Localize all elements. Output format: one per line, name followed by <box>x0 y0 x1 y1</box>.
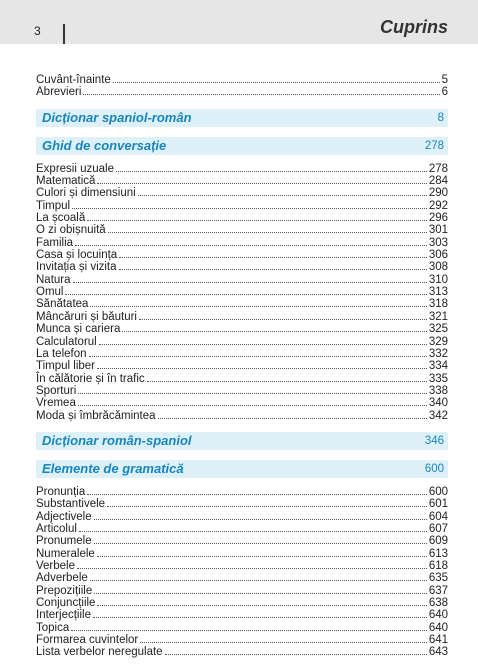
section-heading[interactable] <box>36 137 448 155</box>
section-heading[interactable] <box>36 432 448 450</box>
toc-entry-page: 613 <box>428 547 448 560</box>
toc-entry[interactable] <box>36 74 448 86</box>
toc-entry-page: 640 <box>428 609 448 622</box>
toc-entry-page: 340 <box>428 397 448 410</box>
toc-entry-page: 284 <box>428 175 448 188</box>
toc-entry-page: 313 <box>428 286 448 299</box>
dot-leader <box>65 294 426 295</box>
dot-leader <box>78 405 427 406</box>
dot-leader <box>139 319 427 320</box>
toc-entry-page: 278 <box>428 162 448 175</box>
dot-leader <box>93 617 427 618</box>
dot-leader <box>79 531 427 532</box>
dot-leader <box>97 605 426 606</box>
dot-leader <box>94 593 427 594</box>
toc-entry-label: Articolul <box>36 522 77 535</box>
toc-entry[interactable] <box>36 548 448 560</box>
toc-entry-label: În călătorie și în trafic <box>36 372 145 385</box>
toc-entry[interactable] <box>36 298 448 310</box>
toc-entry-label: Lista verbelor neregulate <box>36 646 163 659</box>
toc-entry-label: Interjecțiile <box>36 609 91 622</box>
toc-entry-page: 640 <box>428 621 448 634</box>
page-number: 3 <box>34 24 41 38</box>
toc-entry-label: Munca și cariera <box>36 323 121 336</box>
toc-entry[interactable] <box>36 622 448 634</box>
toc-entry-label: Abrevieri <box>36 86 82 99</box>
toc-entry[interactable] <box>36 237 448 249</box>
table-of-contents <box>36 74 448 659</box>
toc-entry[interactable] <box>36 523 448 535</box>
toc-entry-page: 338 <box>428 384 448 397</box>
toc-entry[interactable] <box>36 224 448 236</box>
toc-entry-page: 303 <box>428 236 448 249</box>
toc-entry[interactable] <box>36 86 448 98</box>
dot-leader <box>78 393 427 394</box>
toc-entry-label: Calculatorul <box>36 335 97 348</box>
toc-entry-page: 325 <box>428 323 448 336</box>
toc-entry[interactable] <box>36 163 448 175</box>
toc-entry[interactable] <box>36 274 448 286</box>
toc-entry-label: Culori și dimensiuni <box>36 187 136 200</box>
toc-entry[interactable] <box>36 360 448 372</box>
toc-entry-label: Substantivele <box>36 498 106 511</box>
toc-entry[interactable] <box>36 609 448 621</box>
toc-entry-label: Timpul liber <box>36 360 96 373</box>
dot-leader <box>138 195 427 196</box>
toc-entry-label: Prepozițiile <box>36 584 93 597</box>
dot-leader <box>87 220 427 221</box>
toc-entry-page: 335 <box>428 372 448 385</box>
toc-entry-page: 618 <box>428 559 448 572</box>
toc-entry[interactable] <box>36 572 448 584</box>
toc-entry-page: 329 <box>428 335 448 348</box>
toc-entry-page: 641 <box>428 634 448 647</box>
dot-leader <box>119 257 427 258</box>
dot-leader <box>147 381 427 382</box>
toc-entry[interactable] <box>36 535 448 547</box>
toc-entry-label: Moda și îmbrăcămintea <box>36 409 156 422</box>
toc-entry[interactable] <box>36 498 448 510</box>
toc-entry[interactable] <box>36 187 448 199</box>
toc-entry-label: Expresii uzuale <box>36 162 114 175</box>
spacer <box>36 450 448 460</box>
toc-entry[interactable] <box>36 646 448 658</box>
toc-entry-label: Formarea cuvintelor <box>36 634 139 647</box>
dot-leader <box>73 282 427 283</box>
toc-entry-page: 318 <box>428 298 448 311</box>
toc-entry-page: 609 <box>428 535 448 548</box>
toc-entry-page: 635 <box>428 572 448 585</box>
toc-entry-page: 342 <box>428 409 448 422</box>
toc-entry-label: Adjectivele <box>36 510 92 523</box>
dot-leader <box>97 368 427 369</box>
toc-entry-page: 334 <box>428 360 448 373</box>
toc-entry[interactable] <box>36 212 448 224</box>
dot-leader <box>94 543 427 544</box>
toc-entry[interactable] <box>36 323 448 335</box>
toc-entry-label: Vremea <box>36 397 76 410</box>
toc-entry-label: Topica <box>36 621 70 634</box>
page-title: Cuprins <box>379 17 448 37</box>
toc-entry[interactable] <box>36 585 448 597</box>
toc-entry-page: 310 <box>428 273 448 286</box>
toc-entry-label: Timpul <box>36 199 71 212</box>
dot-leader <box>77 568 427 569</box>
dot-leader <box>158 418 427 419</box>
dot-leader <box>94 519 427 520</box>
toc-entry-page: 290 <box>428 187 448 200</box>
toc-entry[interactable] <box>36 486 448 498</box>
toc-entry[interactable] <box>36 200 448 212</box>
dot-leader <box>83 94 439 95</box>
dot-leader <box>116 171 427 172</box>
section-heading[interactable] <box>36 109 448 127</box>
toc-entry-page: 643 <box>428 646 448 659</box>
page-header <box>0 0 478 44</box>
dot-leader <box>165 654 427 655</box>
dot-leader <box>107 506 427 507</box>
section-title: Dicționar spaniol-român <box>42 110 192 126</box>
toc-entry-page: 6 <box>441 86 448 99</box>
dot-leader <box>97 556 427 557</box>
header-divider <box>63 24 65 44</box>
toc-entry-page: 332 <box>428 347 448 360</box>
spacer <box>36 478 448 486</box>
toc-entry-page: 296 <box>428 212 448 225</box>
toc-entry-label: Numeralele <box>36 547 95 560</box>
toc-entry-label: O zi obișnuită <box>36 224 106 237</box>
toc-entry[interactable] <box>36 311 448 323</box>
spacer <box>36 127 448 137</box>
spacer <box>36 155 448 163</box>
dot-leader <box>75 245 427 246</box>
toc-entry[interactable] <box>36 249 448 261</box>
toc-entry-label: Pronumele <box>36 535 92 548</box>
toc-entry-label: Pronunția <box>36 485 86 498</box>
toc-entry-label: Casa și locuința <box>36 249 118 262</box>
dot-leader <box>72 208 427 209</box>
toc-entry-label: Invitația și vizita <box>36 261 117 274</box>
section-title: Elemente de gramatică <box>42 461 184 477</box>
toc-entry-label: Matematică <box>36 175 96 188</box>
toc-entry[interactable] <box>36 560 448 572</box>
dot-leader <box>99 344 427 345</box>
spacer <box>36 99 448 109</box>
toc-entry-page: 638 <box>428 597 448 609</box>
toc-entry-label: Verbele <box>36 559 76 572</box>
toc-entry[interactable] <box>36 511 448 523</box>
toc-entry[interactable] <box>36 336 448 348</box>
toc-entry[interactable] <box>36 373 448 385</box>
dot-leader <box>89 356 427 357</box>
toc-entry[interactable] <box>36 397 448 409</box>
dot-leader <box>108 232 427 233</box>
toc-entry[interactable] <box>36 348 448 360</box>
toc-entry-label: Adverbele <box>36 572 88 585</box>
section-page: 278 <box>424 139 444 152</box>
toc-entry-label: Sănătatea <box>36 298 89 311</box>
toc-entry[interactable] <box>36 286 448 298</box>
toc-entry[interactable] <box>36 410 448 422</box>
toc-entry-label: Mâncăruri și băuturi <box>36 310 137 323</box>
section-heading[interactable] <box>36 460 448 478</box>
toc-entry-page: 600 <box>428 485 448 498</box>
toc-entry[interactable] <box>36 175 448 187</box>
section-title: Dicționar român-spaniol <box>42 433 192 449</box>
dot-leader <box>90 306 426 307</box>
toc-entry[interactable] <box>36 597 448 609</box>
dot-leader <box>90 580 427 581</box>
section-page: 600 <box>424 462 444 475</box>
section-page: 8 <box>437 111 444 124</box>
toc-entry-label: Familia <box>36 236 74 249</box>
toc-entry-page: 604 <box>428 510 448 523</box>
dot-leader <box>97 183 426 184</box>
toc-entry-page: 637 <box>428 584 448 597</box>
toc-entry-label: La școală <box>36 212 86 225</box>
toc-entry[interactable] <box>36 634 448 646</box>
toc-entry-page: 601 <box>428 498 448 511</box>
toc-entry-page: 321 <box>428 310 448 323</box>
dot-leader <box>87 494 427 495</box>
spacer <box>36 422 448 432</box>
toc-entry-label: Omul <box>36 286 64 299</box>
toc-entry[interactable] <box>36 261 448 273</box>
dot-leader <box>113 82 440 83</box>
toc-entry-page: 607 <box>428 522 448 535</box>
toc-entry-page: 292 <box>428 199 448 212</box>
toc-entry-label: Sporturi <box>36 384 77 397</box>
dot-leader <box>119 269 427 270</box>
toc-entry[interactable] <box>36 385 448 397</box>
toc-entry-label: Cuvânt-înainte <box>36 74 111 86</box>
dot-leader <box>71 630 427 631</box>
section-title: Ghid de conversație <box>42 138 167 154</box>
dot-leader <box>140 642 427 643</box>
toc-entry-label: La telefon <box>36 347 87 360</box>
toc-entry-page: 301 <box>428 224 448 237</box>
toc-entry-label: Conjuncțiile <box>36 597 96 609</box>
section-page: 346 <box>424 434 444 447</box>
toc-entry-page: 308 <box>428 261 448 274</box>
toc-entry-label: Natura <box>36 273 71 286</box>
toc-entry-page: 5 <box>441 74 448 86</box>
dot-leader <box>122 331 426 332</box>
toc-entry-page: 306 <box>428 249 448 262</box>
